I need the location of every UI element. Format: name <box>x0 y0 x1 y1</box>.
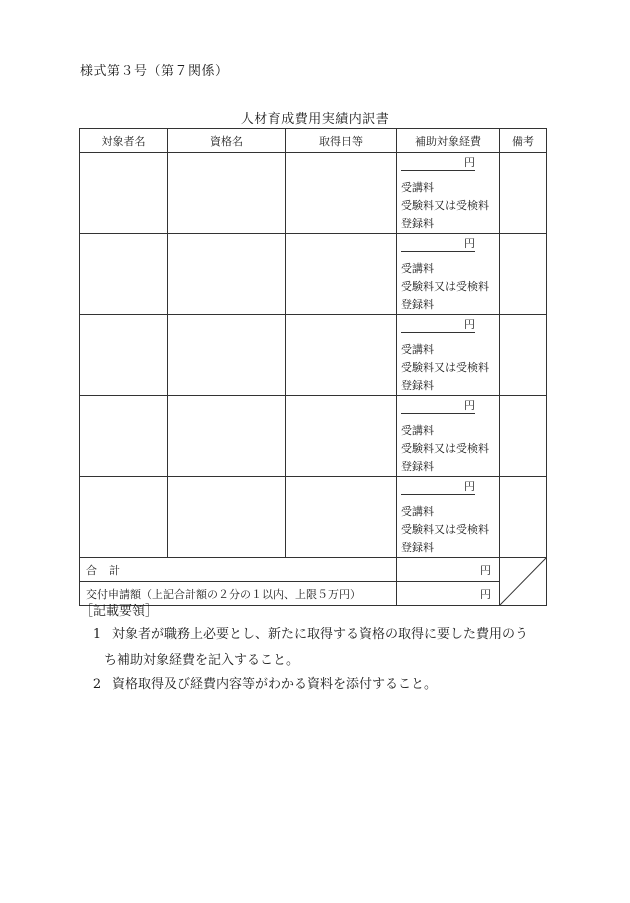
total-row <box>80 558 547 582</box>
amount-line: 円 <box>401 480 475 495</box>
header-remarks: 備考 <box>500 129 547 153</box>
header-qualification: 資格名 <box>168 129 286 153</box>
acquisition-date-cell[interactable] <box>286 315 397 396</box>
fee-list <box>401 260 499 314</box>
fee-item-registration: 登録料 <box>401 379 434 392</box>
qualification-cell[interactable] <box>168 315 286 396</box>
diagonal-slash <box>500 558 546 605</box>
note-line <box>82 672 572 698</box>
total-label: 合計 <box>80 558 397 582</box>
grant-request-label: 交付申請額（上記合計額の２分の１以内、上限５万円） <box>80 582 397 606</box>
remarks-cell[interactable] <box>500 315 547 396</box>
note-item-1 <box>82 622 572 674</box>
remarks-cell[interactable] <box>500 234 547 315</box>
remarks-cell[interactable] <box>500 477 547 558</box>
acquisition-date-cell[interactable] <box>286 234 397 315</box>
fee-item-tuition: 受講料 <box>401 181 434 194</box>
table-row <box>80 477 547 558</box>
acquisition-date-cell[interactable] <box>286 153 397 234</box>
table-row <box>80 153 547 234</box>
fee-item-registration: 登録料 <box>401 298 434 311</box>
table-row <box>80 396 547 477</box>
note-text: 資格取得及び経費内容等がわかる資料を添付すること。 <box>112 677 438 692</box>
amount-line: 円 <box>401 156 475 171</box>
header-eligible-expense: 補助対象経費 <box>397 129 500 153</box>
fee-item-exam: 受験料又は受検料 <box>401 199 489 212</box>
grant-amount-cell[interactable]: 円 <box>397 582 500 606</box>
fee-list <box>401 422 499 476</box>
document-title: 人材育成費用実績内訳書 <box>240 112 390 127</box>
eligible-expense-cell[interactable] <box>397 477 500 558</box>
header-acquisition-date: 取得日等 <box>286 129 397 153</box>
qualification-cell[interactable] <box>168 153 286 234</box>
fee-item-exam: 受験料又は受検料 <box>401 442 489 455</box>
note-continuation: ち補助対象経費を記入すること。 <box>104 653 300 668</box>
amount-line: 円 <box>401 399 475 414</box>
eligible-expense-cell[interactable] <box>397 153 500 234</box>
fee-item-tuition: 受講料 <box>401 343 434 356</box>
fee-item-registration: 登録料 <box>401 217 434 230</box>
qualification-cell[interactable] <box>168 234 286 315</box>
eligible-expense-cell[interactable] <box>397 234 500 315</box>
fee-item-exam: 受験料又は受検料 <box>401 280 489 293</box>
acquisition-date-cell[interactable] <box>286 477 397 558</box>
note-number: 1 <box>92 627 102 642</box>
remarks-diagonal-cell <box>500 558 547 606</box>
qualification-cell[interactable] <box>168 396 286 477</box>
eligible-expense-cell[interactable] <box>397 315 500 396</box>
fee-item-tuition: 受講料 <box>401 505 434 518</box>
table-row <box>80 234 547 315</box>
acquisition-date-cell[interactable] <box>286 396 397 477</box>
remarks-cell[interactable] <box>500 153 547 234</box>
form-number: 様式第３号（第７関係） <box>80 64 229 79</box>
note-text: 対象者が職務上必要とし、新たに取得する資格の取得に要した費用のう <box>112 627 529 642</box>
total-amount-cell[interactable]: 円 <box>397 558 500 582</box>
fee-list <box>401 341 499 395</box>
fee-item-exam: 受験料又は受検料 <box>401 361 489 374</box>
target-name-cell[interactable] <box>80 477 168 558</box>
target-name-cell[interactable] <box>80 234 168 315</box>
amount-line: 円 <box>401 237 475 252</box>
notes-heading: ［記載要領］ <box>80 604 159 619</box>
target-name-cell[interactable] <box>80 153 168 234</box>
qualification-cell[interactable] <box>168 477 286 558</box>
table-header-row <box>80 129 547 153</box>
table-row <box>80 315 547 396</box>
fee-item-registration: 登録料 <box>401 460 434 473</box>
header-target-name: 対象者名 <box>80 129 168 153</box>
note-line <box>82 622 572 648</box>
fee-item-tuition: 受講料 <box>401 262 434 275</box>
fee-list <box>401 179 499 233</box>
fee-item-registration: 登録料 <box>401 541 434 554</box>
target-name-cell[interactable] <box>80 396 168 477</box>
fee-list <box>401 503 499 557</box>
note-item-2 <box>82 672 572 698</box>
note-number: 2 <box>92 677 102 692</box>
eligible-expense-cell[interactable] <box>397 396 500 477</box>
target-name-cell[interactable] <box>80 315 168 396</box>
fee-item-tuition: 受講料 <box>401 424 434 437</box>
remarks-cell[interactable] <box>500 396 547 477</box>
amount-line: 円 <box>401 318 475 333</box>
expense-breakdown-table <box>79 128 547 606</box>
fee-item-exam: 受験料又は受検料 <box>401 523 489 536</box>
